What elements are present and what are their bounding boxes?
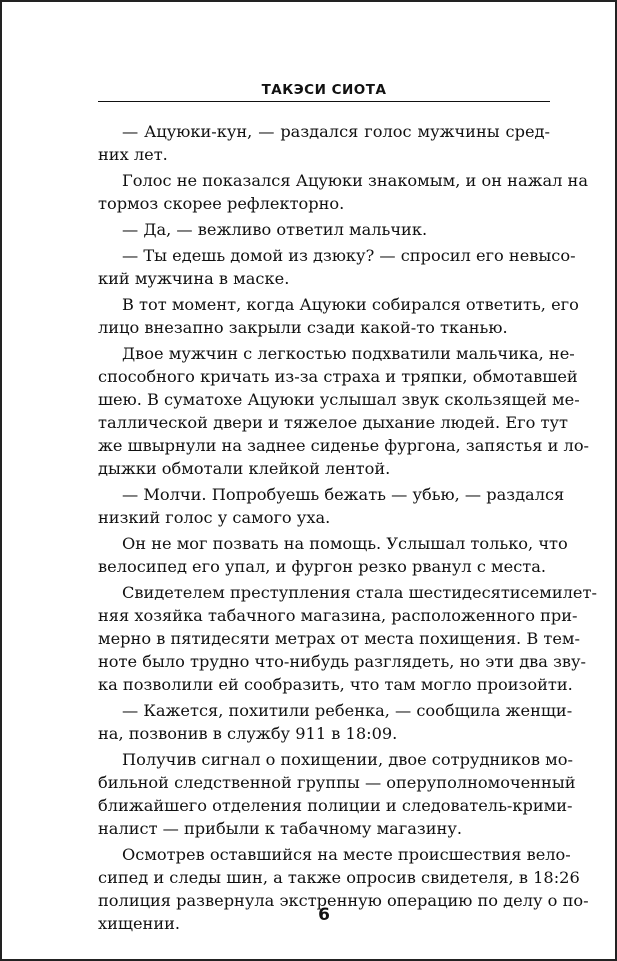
paragraph	[98, 699, 573, 745]
text-line: налист — прибыли к табачному магазину.	[98, 819, 463, 838]
paragraph	[98, 169, 588, 215]
text-line: кий мужчина в маске.	[98, 269, 290, 288]
text-line: Свидетелем преступления стала шестидесятисемилет-	[122, 583, 597, 602]
text-line: сипед и следы шин, а также опросив свидетеля, в 18:26	[98, 868, 580, 887]
text-line: — Ты едешь домой из дзюку? — спросил его невысо-	[122, 246, 576, 265]
page-number: 6	[318, 905, 330, 925]
text-line: — Кажется, похитили ребенка, — сообщила женщи-	[122, 701, 573, 720]
text-line: няя хозяйка табачного магазина, расположенного при-	[98, 606, 578, 625]
text-line: ка позволили ей сообразить, что там могло произойти.	[98, 675, 573, 694]
text-line: тормоз скорее рефлекторно.	[98, 194, 345, 213]
text-line: лицо внезапно закрыли сзади какой-то тканью.	[98, 318, 508, 337]
text-line: велосипед его упал, и фургон резко рванул с места.	[98, 557, 547, 576]
text-line: ноте было трудно что-нибудь разглядеть, но эти два зву-	[98, 652, 587, 671]
paragraph	[98, 581, 597, 696]
body-text	[98, 120, 597, 935]
text-line: Он не мог позвать на помощь. Услышал только, что	[122, 534, 568, 553]
text-line: способного кричать из-за страха и тряпки, обмотавшей	[98, 367, 578, 386]
text-line: низкий голос у самого уха.	[98, 508, 331, 527]
header-rule	[98, 101, 550, 102]
text-line: Осмотрев оставшийся на месте происшествия вело-	[122, 845, 571, 864]
text-line: мерно в пятидесяти метрах от места похищения. В тем-	[98, 629, 580, 648]
text-line: — Молчи. Попробуешь бежать — убью, — раздался	[122, 485, 565, 504]
text-line: них лет.	[98, 145, 168, 164]
text-line: Голос не показался Ацуюки знакомым, и он нажал на	[122, 171, 588, 190]
text-line: полиция развернула экстренную операцию по делу о по-	[98, 891, 589, 910]
paragraph	[98, 244, 576, 290]
text-line: шею. В суматохе Ацуюки услышал звук скользящей ме-	[98, 390, 580, 409]
text-line: ближайшего отделения полиции и следователь-крими-	[98, 796, 573, 815]
text-line: дыжки обмотали клейкой лентой.	[98, 459, 391, 478]
text-line: на, позвонив в службу 911 в 18:09.	[98, 724, 398, 743]
text-line: таллической двери и тяжелое дыхание людей. Его тут	[98, 413, 568, 432]
paragraph	[98, 120, 550, 166]
text-line: — Да, — вежливо ответил мальчик.	[122, 220, 428, 239]
paragraph	[98, 218, 550, 241]
text-line: хищении.	[98, 914, 181, 933]
paragraph	[98, 483, 565, 529]
paragraph	[98, 532, 568, 578]
text-line: — Ацуюки-кун, — раздался голос мужчины сред-	[122, 122, 550, 141]
paragraph	[98, 748, 576, 840]
text-line: Двое мужчин с легкостью подхватили мальчика, не-	[122, 344, 575, 363]
text-line: Получив сигнал о похищении, двое сотрудников мо-	[122, 750, 573, 769]
paragraph	[98, 342, 590, 480]
paragraph	[98, 293, 579, 339]
text-line: В тот момент, когда Ацуюки собирался ответить, его	[122, 295, 579, 314]
running-head: ТАКЭСИ СИОТА	[261, 82, 387, 98]
text-line: бильной следственной группы — оперуполномоченный	[98, 773, 576, 792]
text-line: же швырнули на заднее сиденье фургона, запястья и ло-	[98, 436, 590, 455]
